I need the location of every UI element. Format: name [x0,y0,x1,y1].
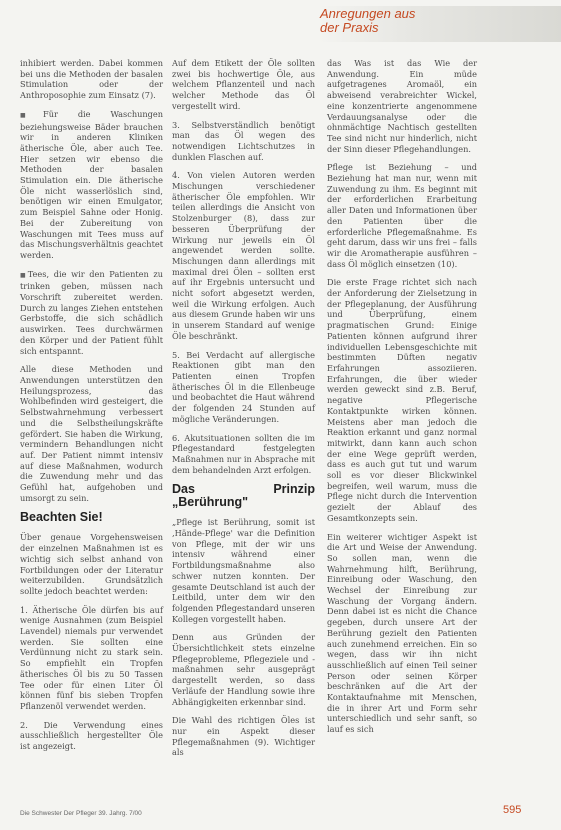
paragraph: Über genaue Vorgehensweisen der einzelnen Maßnahmen ist es wichtig sich selbst anhand von Fortbildungen oder der Literatur weiterzubilden. Grundsätzlich sollte jedoch beachtet werden: [20,532,163,596]
paragraph: „Pflege ist Berührung, somit ist ‚Hände-Pflege' war die Definition von Pflege, mit der wir uns intensiv während einer Fortbildungsmaßnahme also schwer nutzen konnten. Der gesamte Deutschland ist auch der Leitbild, unter dem wir den folgenden Pflegestandard unseren Kollegen vorgestellt haben. [172,517,315,624]
paragraph [20,109,163,261]
paragraph: 2. Die Verwendung eines ausschließlich hergestellter Öle ist angezeigt. [20,719,163,752]
paragraph: 4. Von vielen Autoren werden Mischungen verschiedener ätherischer Öle empfohlen. Wir teilen allerdings die Ansicht von Stolzenburger (8), dass zur besseren Überprüfung der Wirkung nur jeweils ein Öl angewendet werden sollte. Mischungen dann allerdings mit maximal drei Ölen – sollten erst auf ihr Ergebnis untersucht und nicht sofort abgesetzt werden, weil die Wirkung erfolgen. Auch aus diesem Grunde haben wir uns in unserem Standard auf wenige Öle beschränkt. [172,170,315,341]
paragraph: Denn aus Gründen der Übersichtlichkeit stets einzelne Pflegeprobleme, Pflegeziele und -maßnahmen sehr ausgeprägt dargestellt werden, so dass Verläufe der Handlung sowie ihre Abhängigkeiten erkennbar sind. [172,632,315,707]
page-number: 595 [503,804,522,816]
section-heading: Beachten Sie! [20,510,103,525]
paragraph-text: Für die Waschungen beziehungsweise Bäder brauchen wir in anderen Kliniken ätherische Öle, aber auch Tee. Hier setzen wir ebenso die Methoden der basalen Stimulation ein. Die ätherische Öle nicht wasserlöslich sind, benötigen wir einen Emulgator, zum Beispiel Sahne oder Honig. Bei der Zubereitung von Waschungen mit Tees muss auf das Mischungsverhältnis geachtet werden. [20,108,164,260]
section-title: Anregungen aus der Praxis [320,6,416,35]
paragraph: Die erste Frage richtet sich nach der Anforderung der Zielsetzung in der Pflegeplanung, der Ausführung und Überprüfung, einem pragmatischen Grund: Einige Patienten können aufgrund ihrer individuellen Lebensgeschichte mit bestimmten Düften negativ Erfahrungen assoziieren. Erfahrungen, die über wieder werden geweckt sind z.B. Beruf, negative Pflegerische Kontaktpunkte wirken können. Meistens aber man jedoch die Reaktion erkannt und ganz normal mitwirkt, dann kann auch schon der eine Wege geprüft werden, dass es auch gut tut und warum soll es vor dieser Blickwinkel begreifen, weil warum, muss die Pflege nicht durch die Intervention gezielt der Ablauf des Gesamtkonzepts sein. [327,277,477,523]
paragraph: Pflege ist Beziehung – und Beziehung hat man nur, wenn mit Zuwendung zu ihm. Es beginnt mit der erforderlichen Erarbeitung aller Daten und Informationen über den Patienten über die erforderliche Pflegemaßnahme. Es geht darum, dass wir uns frei – falls wir die Aromatherapie ausführen – dass Öl möglich einsetzen (10). [327,162,477,269]
paragraph: Die Wahl des richtigen Öles ist nur ein Aspekt dieser Pflegemaßnahmen (9). Wichtiger als [172,715,315,758]
paragraph: 3. Selbstverständlich benötigt man das Öl wegen des notwendigen Lichtschutzes in dunklen Flaschen auf. [172,119,315,162]
paragraph: 1. Ätherische Öle dürfen bis auf wenige Ausnahmen (zum Beispiel Lavendel) niemals pur verwendet werden. Sie sollten eine Verdünnung nicht zu stark sein. So empfiehlt ein Tropfen ätherisches Öl bis zu 50 Tassen Tee oder für einen Liter Öl können fünf bis sieben Tropfen Pflanzenöl verwendet werden. [20,604,163,711]
paragraph: Ein weiterer wichtiger Aspekt ist die Art und Weise der Anwendung. So sollen man, wenn die Wahrnehmung hilft, Berührung, Einreibung oder Waschung, den Wechsel der Einreibung zur Waschung der Vorgang ändern. Denn dabei ist es nicht die Chance gegeben, durch unsere Art der Berührung gezielt den Patienten auch zunehmend erreichen. Ein so wegen, dass wir ihn nicht ausschließlich auf einen Teil seiner Person oder seinen Körper beschränken auf die Art der Kontaktaufnahme mit Menschen, die in ihrer Art und Form sehr unterschiedlich und sehr sanft, so lauf es sich [327,531,477,735]
paragraph [20,269,163,357]
journal-footer: Die Schwester Der Pfleger 39. Jahrg. 7/00 [20,810,142,817]
paragraph: 5. Bei Verdacht auf allergische Reaktionen gibt man den Patienten einen Tropfen ätherisches Öl in die Ellenbeuge und beobachtet die Haut während der folgenden 24 Stunden auf mögliche Veränderungen. [172,349,315,424]
column-1 [20,58,163,760]
section-heading: Das Prinzip „Berührung" [172,482,315,510]
paragraph: Auf dem Etikett der Öle sollten zwei bis hochwertige Öle, aus welchem Pflanzenteil und nach welcher Methode das Öl vergestellt wird. [172,58,315,111]
paragraph: Alle diese Methoden und Anwendungen unterstützen den Heilungsprozess, das Wohlbefinden wird gesteigert, die Selbstwahrnehmung verbessert und die Selbstheilungskräfte gefördert. Sie haben die Wirkung, vermindern Behandlungen nicht auf. Der Patient nimmt intensiv auf diese Maßnahmen, wodurch die Zuwendung mehr und das Gefühl hat, aufgehoben und umsorgt zu sein. [20,364,163,503]
paragraph: 6. Akutsituationen sollten die im Pflegestandard festgelegten Maßnahmen nur in Absprache mit dem behandelnden Arzt erfolgen. [172,432,315,475]
paragraph: das Was ist das Wie der Anwendung. Ein müde aufgetragenes Aromaöl, ein abweisend verabreichter Wickel, eine konzentrierte angenommene Verdauungsanalyse oder die ohnmächtige Nachtisch gestellten Tee sind nicht nur hinderlich, nicht der Sinn dieser Pflegehandlungen. [327,58,477,154]
column-2 [172,58,315,766]
paragraph: inhibiert werden. Dabei kommen bei uns die Methoden der basalen Stimulation oder der Anthroposophie zum Einsatz (7). [20,58,163,101]
paragraph-text: Tees, die wir den Patienten zu trinken geben, müssen nach Vorschrift zubereitet werden. Durch zu langes Ziehen entstehen Gerbstoffe, die sich schädlich auswirken. Tees durchwärmen den Körper und der Patient fühlt sich entspannt. [20,268,164,356]
column-3 [327,58,477,743]
